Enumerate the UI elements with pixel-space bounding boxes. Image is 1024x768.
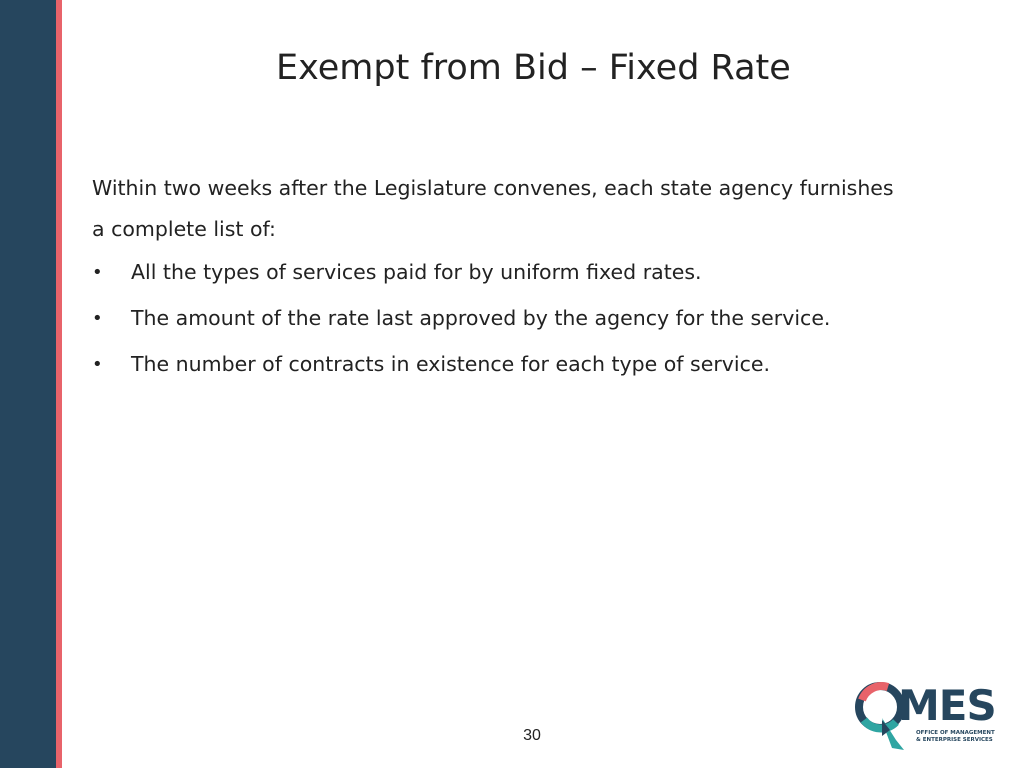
omes-logo xyxy=(852,680,1004,752)
logo-subtitle-line: & ENTERPRISE SERVICES xyxy=(916,737,993,743)
sidebar-accent-stripe xyxy=(56,0,62,768)
bullet-item xyxy=(92,255,852,290)
sidebar-band xyxy=(0,0,56,768)
slide-title: Exempt from Bid – Fixed Rate xyxy=(276,48,791,88)
logo-subtitle xyxy=(916,730,1002,744)
bullet-dot: • xyxy=(92,308,103,329)
page-number: 30 xyxy=(523,727,541,744)
bullet-dot: • xyxy=(92,262,103,283)
bullet-dot: • xyxy=(92,354,103,375)
bullet-item xyxy=(92,347,852,382)
bullet-item xyxy=(92,301,852,336)
intro-paragraph: Within two weeks after the Legislature convenes, each state agency furnishes a complete list of: xyxy=(92,176,894,241)
bullet-text: All the types of services paid for by uniform fixed rates. xyxy=(131,260,702,284)
bullet-text: The number of contracts in existence for each type of service. xyxy=(131,352,770,376)
logo-subtitle-line: OFFICE OF MANAGEMENT xyxy=(916,730,995,736)
bullet-text: The amount of the rate last approved by the agency for the service. xyxy=(131,306,831,330)
bullet-list xyxy=(92,255,852,393)
logo-wordmark: MES xyxy=(898,681,996,730)
